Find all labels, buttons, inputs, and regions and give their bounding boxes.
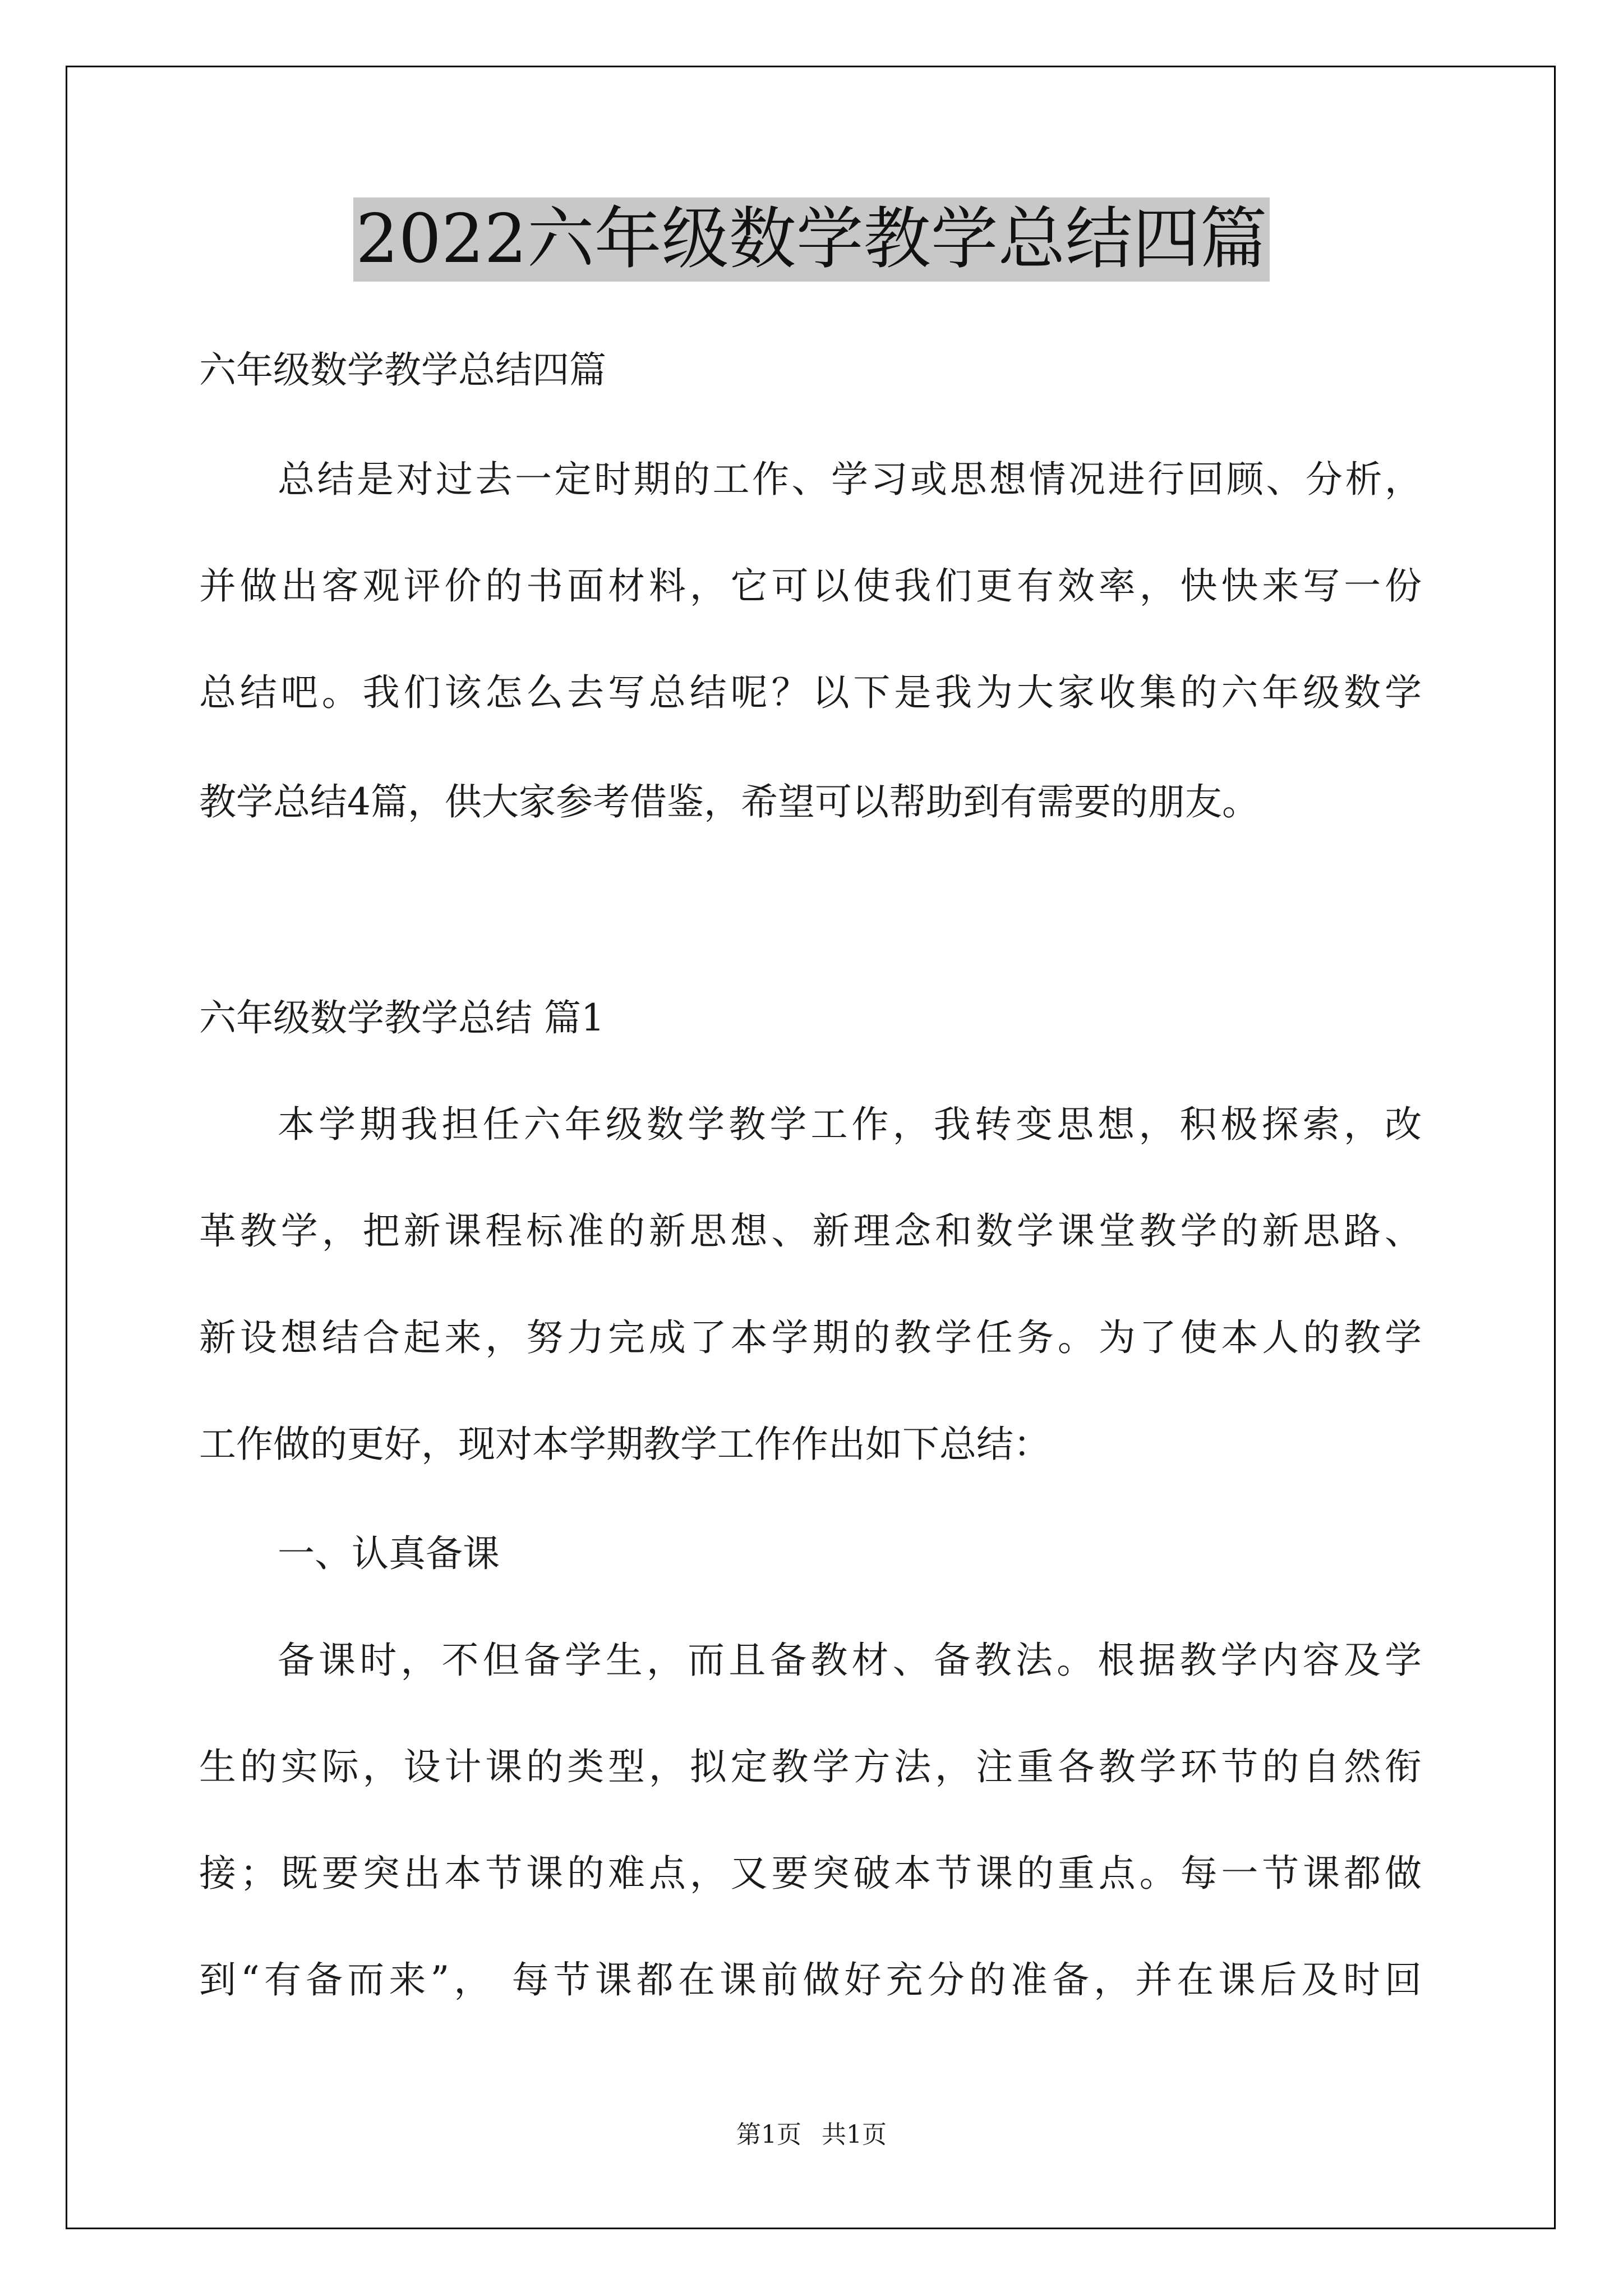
page-number: 第1页	[736, 2120, 801, 2149]
section-line: 本学期我担任六年级数学教学工作，我转变思想，积极探索，改	[278, 1103, 1422, 1146]
page-total: 共1页	[822, 2120, 887, 2149]
section-line: 革教学，把新课程标准的新思想、新理念和数学课堂教学的新思路、	[199, 1209, 1422, 1253]
subsection-heading: 一、认真备课	[278, 1532, 500, 1575]
intro-line: 并做出客观评价的书面材料，它可以使我们更有效率，快快来写一份	[199, 564, 1422, 608]
section-line: 新设想结合起来，努力完成了本学期的教学任务。为了使本人的教学	[199, 1316, 1422, 1359]
subsection-line: 生的实际，设计课的类型，拟定教学方法，注重各教学环节的自然衔	[199, 1745, 1422, 1788]
intro-line: 总结是对过去一定时期的工作、学习或思想情况进行回顾、分析，	[278, 458, 1422, 501]
subsection-line: 备课时，不但备学生，而且备教材、备教法。根据教学内容及学	[278, 1639, 1422, 1682]
document-title: 2022六年级数学教学总结四篇	[353, 197, 1269, 282]
subsection-line: 接；既要突出本节课的难点，又要突破本节课的重点。每一节课都做	[199, 1852, 1422, 1895]
title-container	[0, 197, 1623, 282]
section-heading: 六年级数学教学总结 篇1	[199, 996, 605, 1039]
document-subtitle: 六年级数学教学总结四篇	[199, 348, 606, 392]
section-line: 工作做的更好，现对本学期教学工作作出如下总结：	[199, 1423, 1050, 1466]
intro-line: 总结吧。我们该怎么去写总结呢？以下是我为大家收集的六年级数学	[199, 671, 1422, 714]
page-footer	[0, 2118, 1623, 2152]
subsection-line: 到“有备而来”， 每节课都在课前做好充分的准备，并在课后及时回	[199, 1958, 1422, 2001]
intro-line: 教学总结4篇，供大家参考借鉴，希望可以帮助到有需要的朋友。	[199, 780, 1259, 823]
